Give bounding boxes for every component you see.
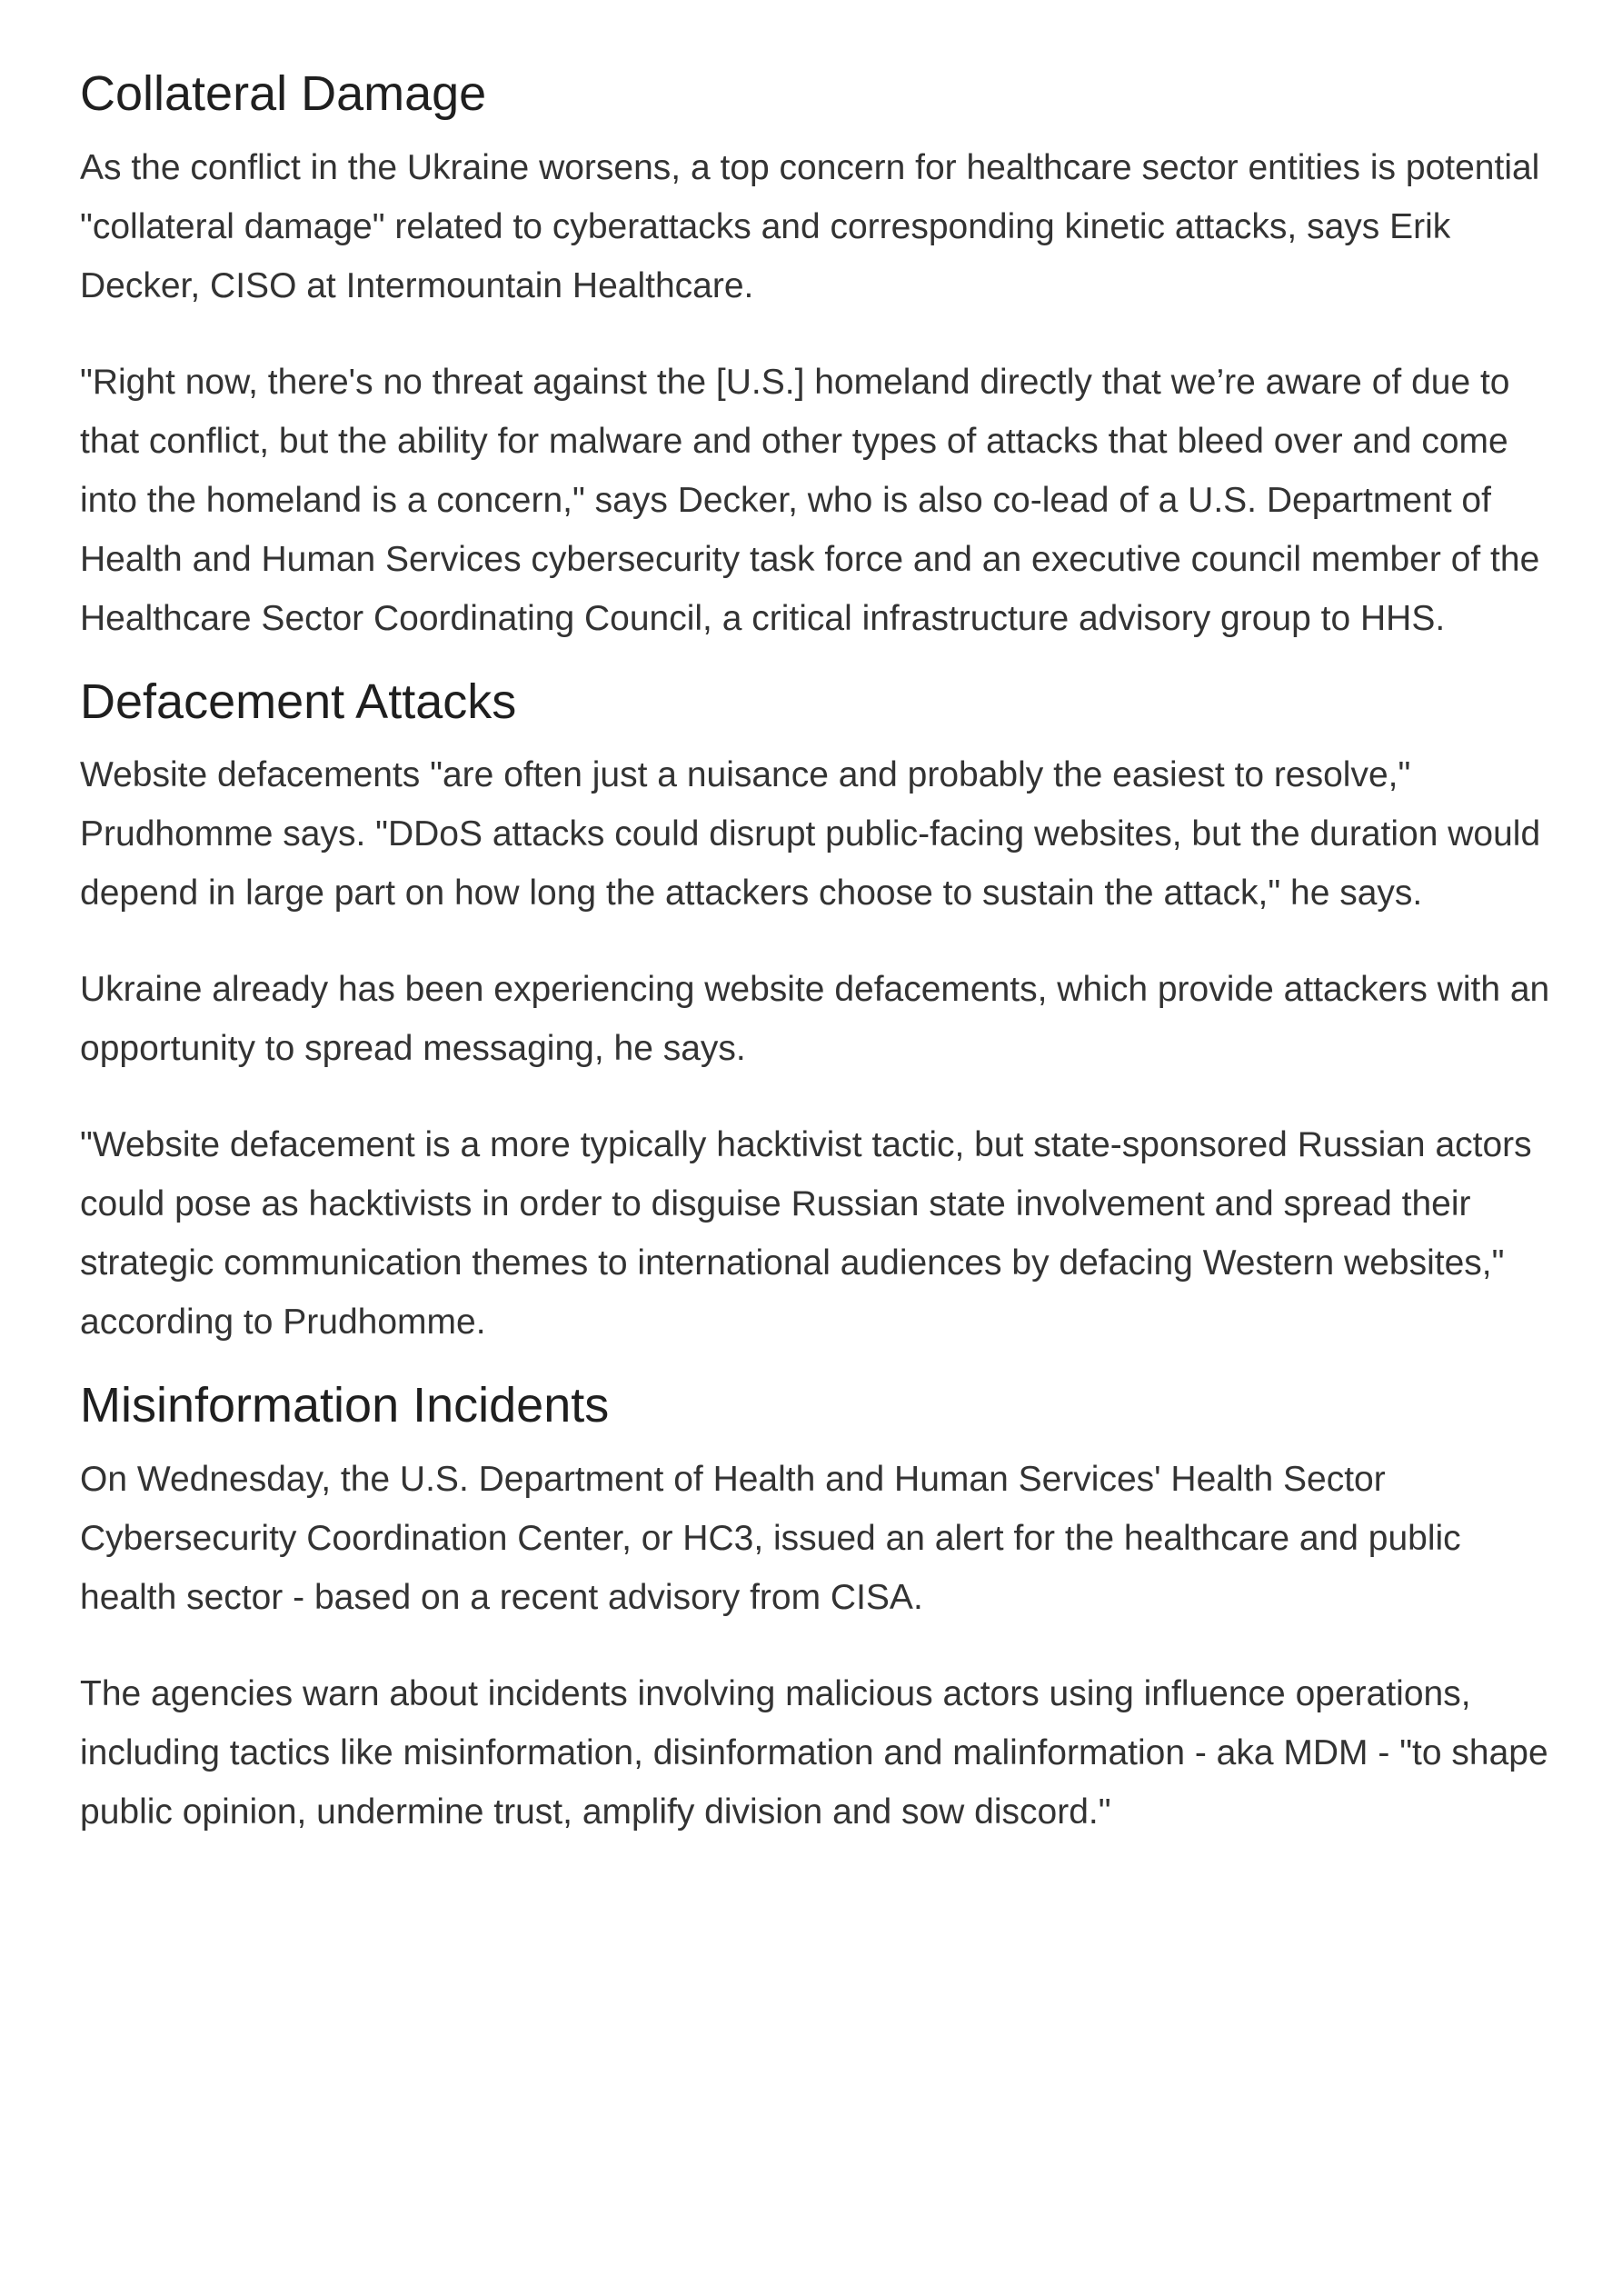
section-heading: Collateral Damage: [80, 66, 487, 121]
section-collateral-damage: [80, 64, 1559, 648]
paragraph: On Wednesday, the U.S. Department of Health and Human Services' Health Sector Cybersecurity Coordination Center, or HC3, issued an alert for the healthcare and public health sector - based on a recent advisory from CISA.: [80, 1459, 1461, 1617]
paragraph: "Right now, there's no threat against the [U.S.] homeland directly that we’re aware of due to that conflict, but the ability for malware and other types of attacks that bleed over and come into the homeland is a concern," says Decker, who is also co-lead of a U.S. Department of Health and Human Services cybersecurity task force and an executive council member of the Healthcare Sector Coordinating Council, a critical infrastructure advisory group to HHS.: [80, 362, 1540, 638]
paragraph: "Website defacement is a more typically hacktivist tactic, but state-sponsored Russian actors could pose as hacktivists in order to disguise Russian state involvement and spread their strategic communication themes to international audiences by defacing Western websites," according to Prudhomme.: [80, 1125, 1532, 1342]
paragraph: As the conflict in the Ukraine worsens, a top concern for healthcare sector entities is potential "collateral damage" related to cyberattacks and corresponding kinetic attacks, says Erik Decker, CISO at Intermountain Healthcare.: [80, 147, 1540, 305]
paragraph: Ukraine already has been experiencing website defacements, which provide attackers with an opportunity to spread messaging, he says.: [80, 970, 1550, 1068]
section-misinformation-incidents: [80, 1375, 1559, 1842]
section-heading: Defacement Attacks: [80, 674, 517, 729]
section-defacement-attacks: [80, 672, 1559, 1353]
section-heading: Misinformation Incidents: [80, 1378, 610, 1433]
article-body: [80, 64, 1559, 1842]
paragraph: The agencies warn about incidents involving malicious actors using influence operations, including tactics like misinformation, disinformation and malinformation - aka MDM - "to shape public opinion, undermine trust, amplify division and sow discord.": [80, 1673, 1548, 1832]
paragraph: Website defacements "are often just a nuisance and probably the easiest to resolve," Prudhomme says. "DDoS attacks could disrupt public-facing websites, but the duration would depend in large part on how long the attackers choose to sustain the attack," he says.: [80, 755, 1541, 913]
